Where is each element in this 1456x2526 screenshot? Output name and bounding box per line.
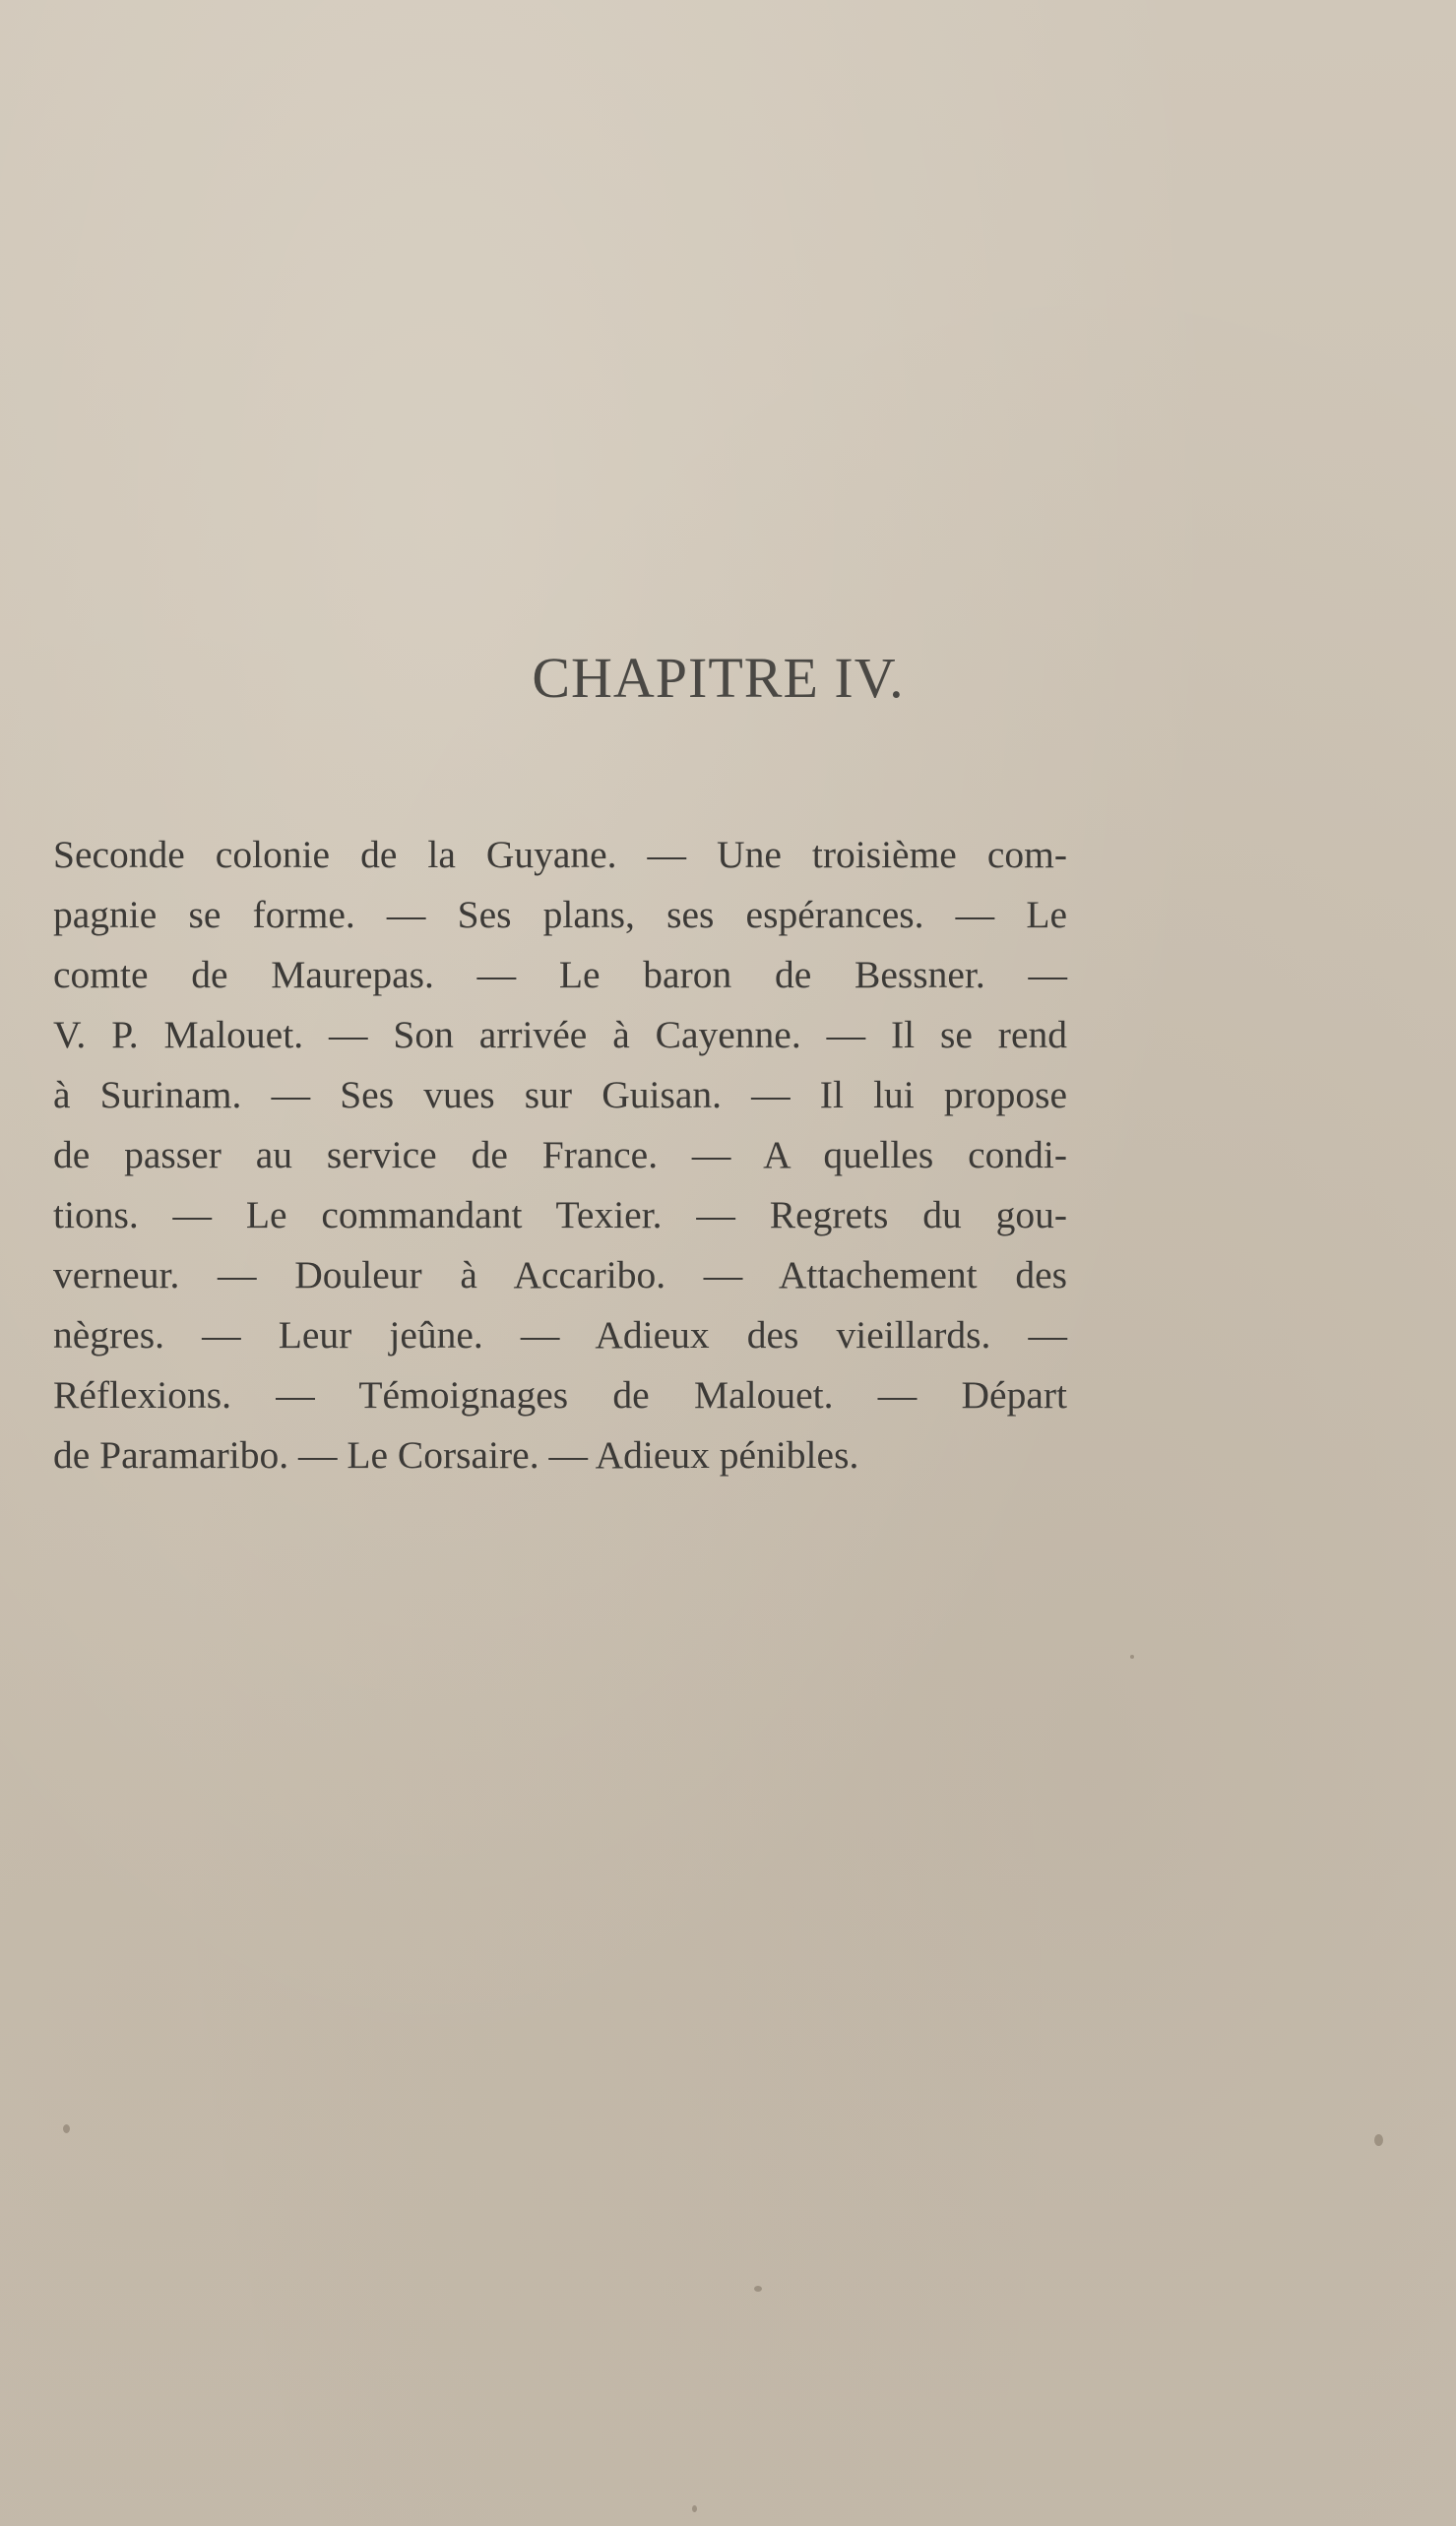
summary-line: pagnie se forme. — Ses plans, ses espérances. — Le [53,893,1067,936]
summary-line: de Paramaribo. — Le Corsaire. — Adieux pénibles. [53,1433,859,1477]
summary-line: V. P. Malouet. — Son arrivée à Cayenne. — Il se rend [53,1013,1067,1056]
summary-line: comte de Maurepas. — Le baron de Bessner. — [53,953,1067,996]
paper-speck [754,2286,762,2292]
summary-line: tions. — Le commandant Texier. — Regrets du gou- [53,1193,1067,1236]
chapter-title: CHAPITRE IV. [532,646,905,710]
paper-speck [63,2124,70,2133]
paper-speck [1130,1655,1134,1659]
summary-line: à Surinam. — Ses vues sur Guisan. — Il lui propose [53,1073,1067,1116]
summary-line: Seconde colonie de la Guyane. — Une troisième com- [53,833,1067,876]
summary-line: verneur. — Douleur à Accaribo. — Attachement des [53,1253,1067,1296]
summary-line: nègres. — Leur jeûne. — Adieux des vieillards. — [53,1313,1067,1357]
paper-speck [692,2505,697,2512]
summary-line: Réflexions. — Témoignages de Malouet. — Départ [53,1373,1067,1417]
summary-line: de passer au service de France. — A quelles condi- [53,1133,1067,1176]
chapter-summary [53,825,1067,1485]
paper-speck [1374,2134,1383,2146]
